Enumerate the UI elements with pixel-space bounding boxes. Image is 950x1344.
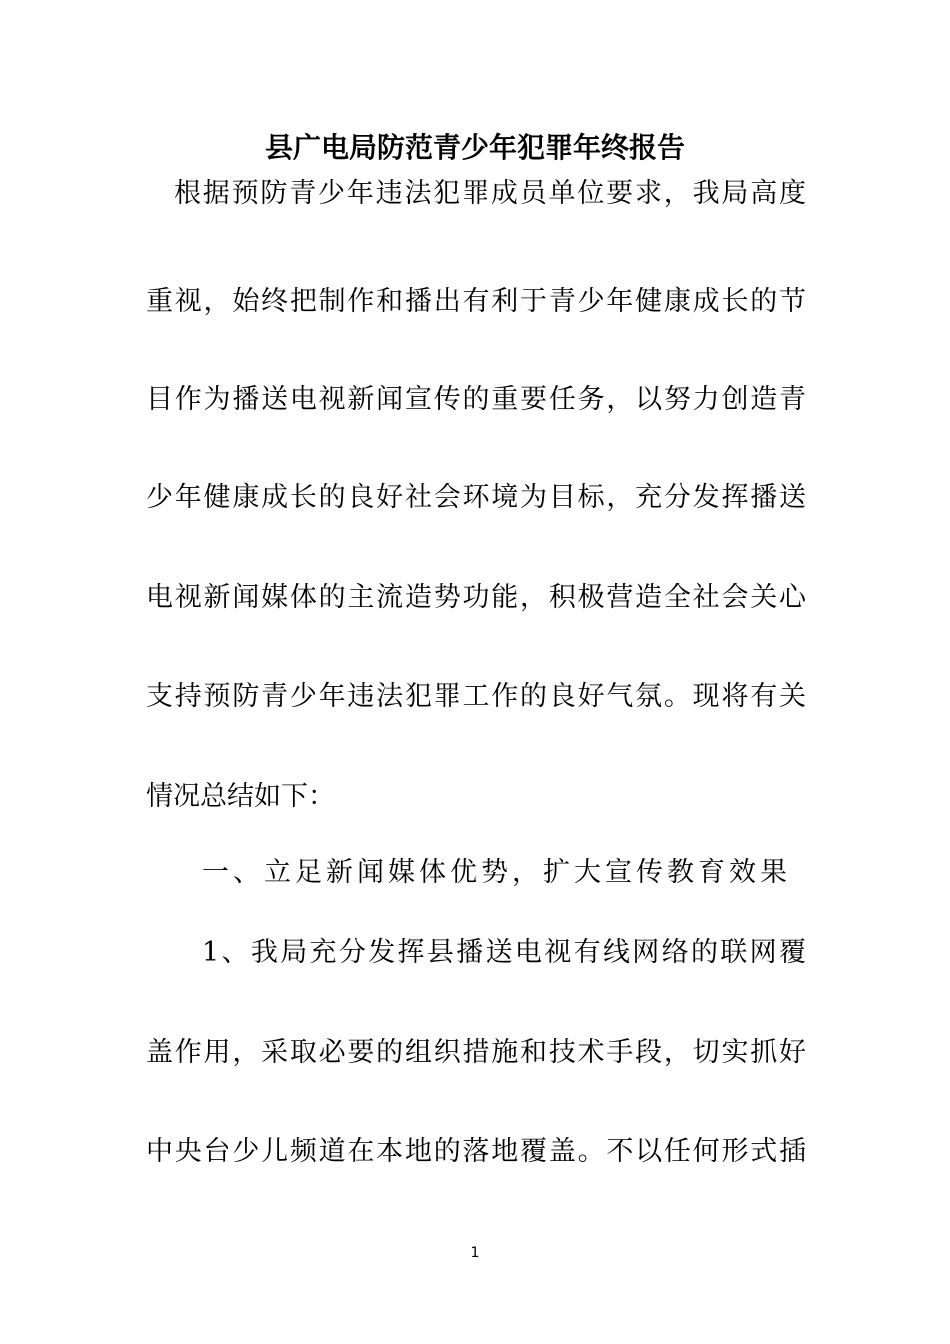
paragraph-line-1: 根据预防青少年违法犯罪成员单位要求，我局高度 [174, 178, 806, 209]
paragraph-line-2: 重视，始终把制作和播出有利于青少年健康成长的节 [146, 286, 806, 317]
document-title: 县广电局防范青少年犯罪年终报告 [264, 131, 685, 164]
paragraph-line-8: 1、我局充分发挥县播送电视有线网络的联网覆 [202, 937, 806, 968]
page-number: 1 [470, 1245, 480, 1261]
paragraph-line-10: 中央台少儿频道在本地的落地覆盖。不以任何形式插 [146, 1136, 806, 1167]
paragraph-line-6: 支持预防青少年违法犯罪工作的良好气氛。现将有关 [146, 681, 806, 712]
section-heading-1: 一、立足新闻媒体优势，扩大宣传教育效果 [202, 857, 791, 888]
paragraph-line-3: 目作为播送电视新闻宣传的重要任务，以努力创造青 [146, 384, 806, 415]
paragraph-line-9: 盖作用，采取必要的组织措施和技术手段，切实抓好 [146, 1037, 806, 1068]
paragraph-line-7: 情况总结如下： [146, 781, 335, 812]
paragraph-line-5: 电视新闻媒体的主流造势功能，积极营造全社会关心 [146, 582, 806, 613]
paragraph-line-4: 少年健康成长的良好社会环境为目标，充分发挥播送 [146, 482, 806, 513]
